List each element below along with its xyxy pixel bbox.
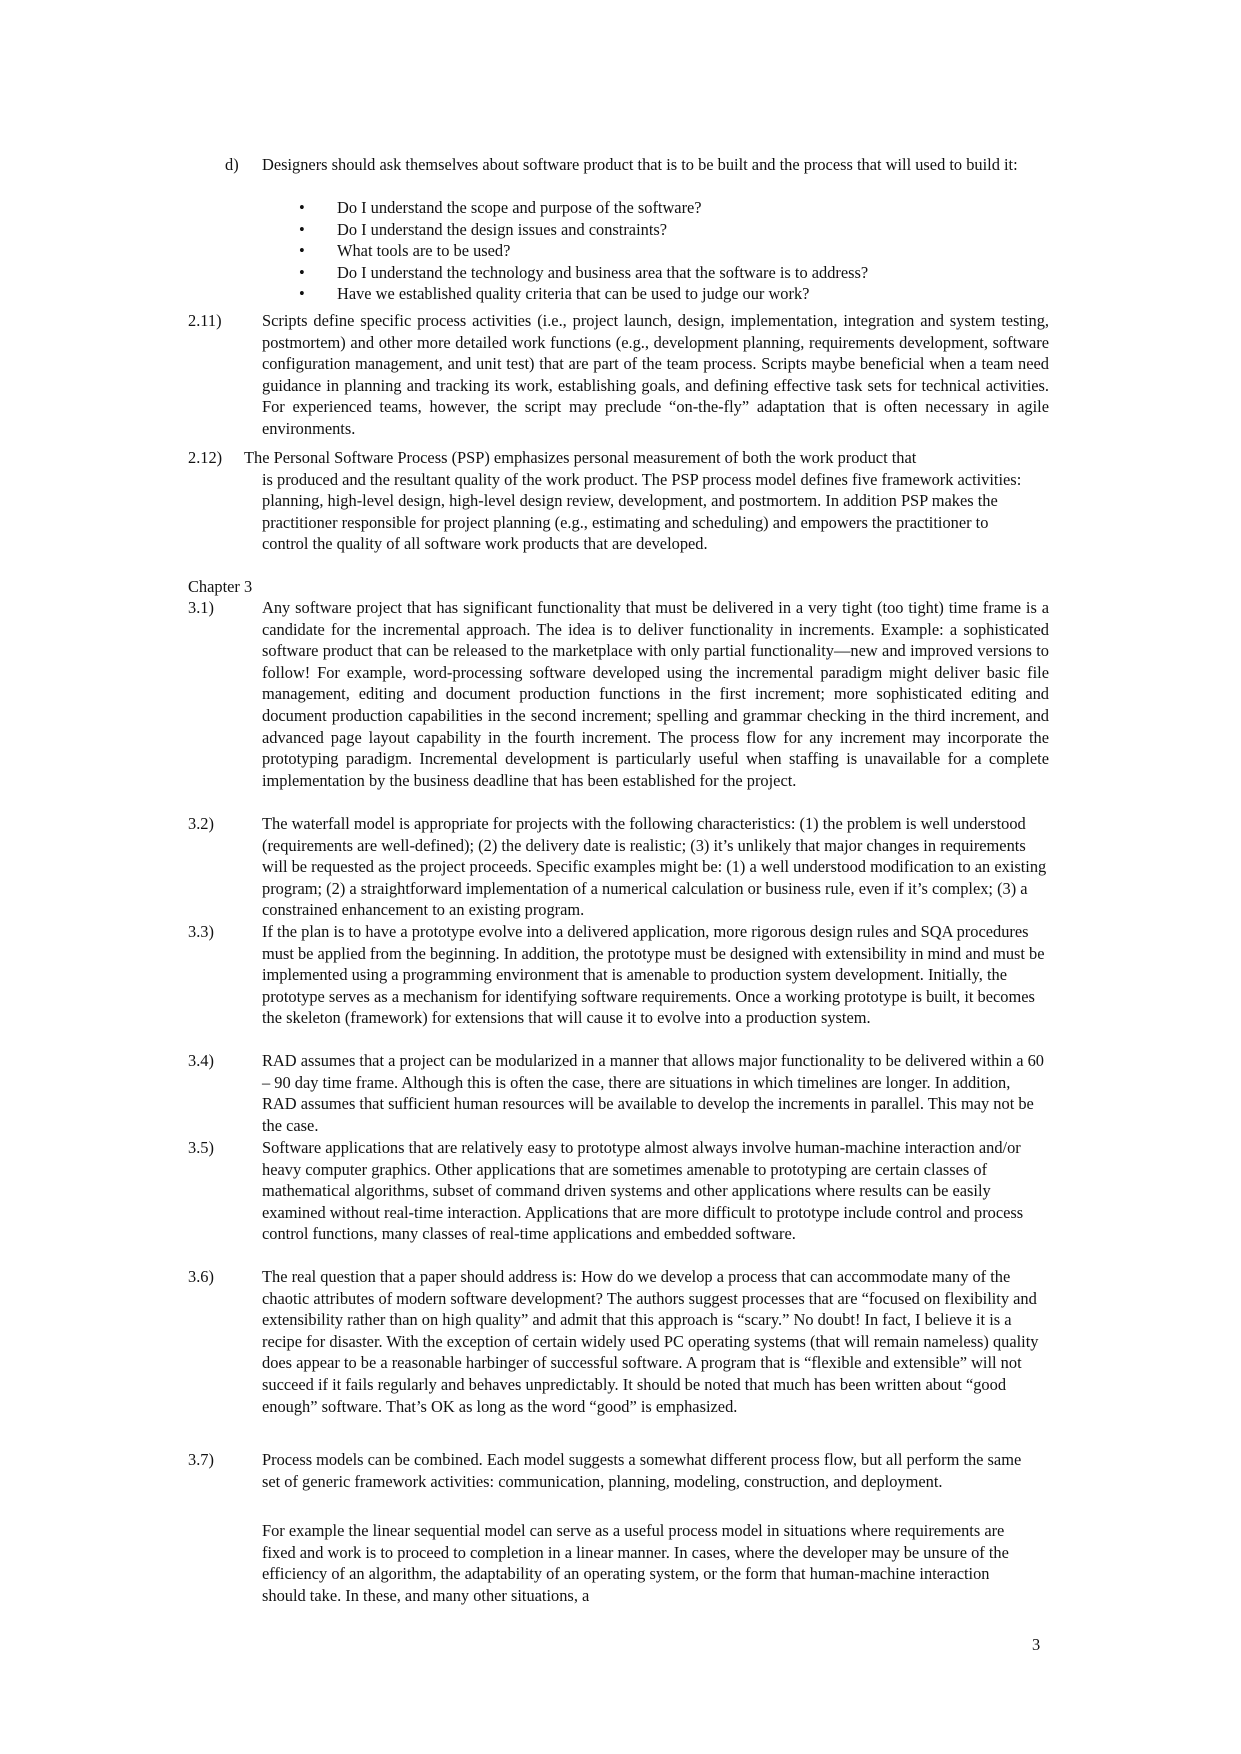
section-3-4-text [262, 1050, 1049, 1136]
section-label-3-4: 3.4) [188, 1051, 214, 1070]
section-2-12-text [262, 469, 1032, 555]
section-3-3-paragraph: If the plan is to have a prototype evolve into a delivered application, more rigorous design rules and SQA procedures must be applied from the beginning. In addition, the prototype must be designed with extensibility in mind and must be implemented using a programming environment that is amenable to production system development. Initially, the prototype serves as a mechanism for identifying software requirements. Once a working prototype is built, it becomes the skeleton (framework) for extensions that will cause it to evolve into a production system. [262, 922, 1045, 1028]
section-3-5-text [262, 1137, 1049, 1245]
bullet-icon: • [299, 198, 305, 217]
section-label-3-7: 3.7) [188, 1450, 214, 1469]
section-3-6-text [262, 1266, 1049, 1417]
section-3-1-paragraph: Any software project that has significant functionality that must be delivered in a very tight (too tight) time frame is a candidate for the incremental approach. The idea is to deliver functionality in increments. Example: a sophisticated software product that can be released to the marketplace with only partial functionality—new and improved versions to follow! For example, word-processing software developed using the incremental paradigm might deliver basic file management, editing and document production functions in the first increment; more sophisticated editing and document production capabilities in the second increment; spelling and grammar checking in the third increment, and advanced page layout capability in the fourth increment. The process flow for any increment may incorporate the prototyping paradigm. Incremental development is particularly useful when staffing is unavailable for a complete implementation by the business deadline that has been established for the project. [262, 598, 1049, 790]
list-item: • Do I understand the scope and purpose of the software? [299, 198, 702, 217]
section-3-7-paragraph-2: For example the linear sequential model can serve as a useful process model in situations where requirements are fixed and work is to proceed to completion in a linear manner. In cases, where the developer may be unsure of the efficiency of an algorithm, the adaptability of an operating system, or the form that human-machine interaction should take. In these, and many other situations, a [262, 1521, 1009, 1605]
section-label-3-3: 3.3) [188, 922, 214, 941]
section-label-3-2: 3.2) [188, 814, 214, 833]
list-item: • Do I understand the technology and business area that the software is to address? [299, 262, 869, 282]
bullet-icon: • [299, 284, 305, 304]
section-label-3-5: 3.5) [188, 1138, 214, 1157]
item-d-paragraph: Designers should ask themselves about software product that is to be built and the process that will used to build it: [262, 155, 1018, 174]
section-3-2-text [262, 813, 1049, 921]
bullet-icon: • [299, 219, 305, 239]
list-item: • What tools are to be used? [299, 241, 511, 261]
section-2-12-paragraph: is produced and the resultant quality of the work product. The PSP process model defines five framework activities: planning, high-level design, high-level design review, development, and postmortem. In addition PSP makes the practitioner responsible for project planning (e.g., estimating and scheduling) and empowers the practitioner to control the quality of all software work products that are developed. [262, 469, 1022, 554]
list-item: • Have we established quality criteria that can be used to judge our work? [299, 284, 810, 304]
section-3-5-paragraph: Software applications that are relatively easy to prototype almost always involve human-machine interaction and/or heavy computer graphics. Other applications that are sometimes amenable to prototyping are certain classes of mathematical algorithms, subset of command driven systems and other applications where results can be easily examined without real-time interaction. Applications that are more difficult to prototype include control and process control functions, many classes of real-time applications and embedded software. [262, 1138, 1024, 1244]
section-3-1-text [262, 597, 1049, 791]
section-3-4-paragraph: RAD assumes that a project can be modularized in a manner that allows major functionality to be delivered within a 60 – 90 day time frame. Although this is often the case, there are situations in which timelines are longer. In addition, RAD assumes that sufficient human resources will be available to develop the increments in parallel. This may not be the case. [262, 1051, 1044, 1135]
section-3-7-text-2 [262, 1520, 1022, 1606]
page-number: 3 [1032, 1635, 1041, 1654]
section-3-7-paragraph-1: Process models can be combined. Each model suggests a somewhat different process flow, but all perform the same set of generic framework activities: communication, planning, modeling, construction, and deployment. [262, 1450, 1022, 1491]
section-3-3-text [262, 921, 1049, 1029]
section-label-2-11: 2.11) [188, 311, 222, 330]
list-item: • Do I understand the design issues and constraints? [299, 219, 668, 239]
item-label-d: d) [225, 155, 239, 174]
section-3-7-text [262, 1449, 1022, 1492]
section-2-12-first-line: The Personal Software Process (PSP) emphasizes personal measurement of both the work product that [244, 448, 917, 467]
design-questions-list [262, 197, 1049, 305]
bullet-icon: • [299, 262, 305, 282]
section-label-3-6: 3.6) [188, 1267, 214, 1286]
section-2-11-paragraph: Scripts define specific process activities (i.e., project launch, design, implementation, integration and system testing, postmortem) and other more detailed work functions (e.g., development planning, requirements development, software configuration management, and unit test) that are part of the team process. Scripts maybe beneficial when a team need guidance in planning and tracking its work, establishing goals, and defining effective task sets for technical activities. For experienced teams, however, the script may preclude “on-the-fly” adaptation that is often necessary in agile environments. [262, 311, 1049, 438]
section-3-6-paragraph: The real question that a paper should address is: How do we develop a process that can accommodate many of the chaotic attributes of modern software development? The authors suggest processes that are “focused on flexibility and extensibility rather than on high quality” and admit that this approach is “scary.” No doubt! In fact, I believe it is a recipe for disaster. With the exception of certain widely used PC operating systems (that will remain nameless) quality does appear to be a reasonable harbinger of successful software. A program that is “flexible and extensible” will not succeed if it fails regularly and behaves unpredictably. It should be noted that much has been written about “good enough” software. That’s OK as long as the word “good” is emphasized. [262, 1267, 1039, 1416]
section-label-3-1: 3.1) [188, 598, 214, 617]
bullet-icon: • [299, 241, 305, 261]
section-label-2-12: 2.12) [188, 448, 223, 467]
section-2-11-text [262, 310, 1049, 440]
item-d-text [262, 154, 1049, 176]
chapter-heading: Chapter 3 [188, 577, 253, 596]
section-3-2-paragraph: The waterfall model is appropriate for projects with the following characteristics: (1) the problem is well understood (requirements are well-defined); (2) the delivery date is realistic; (3) it’s unlikely that major changes in requirements will be requested as the project proceeds. Specific examples might be: (1) a well understood modification to an existing program; (2) a straightforward implementation of a numerical calculation or business rule, even if it’s complex; (3) a constrained enhancement to an existing program. [262, 814, 1047, 920]
